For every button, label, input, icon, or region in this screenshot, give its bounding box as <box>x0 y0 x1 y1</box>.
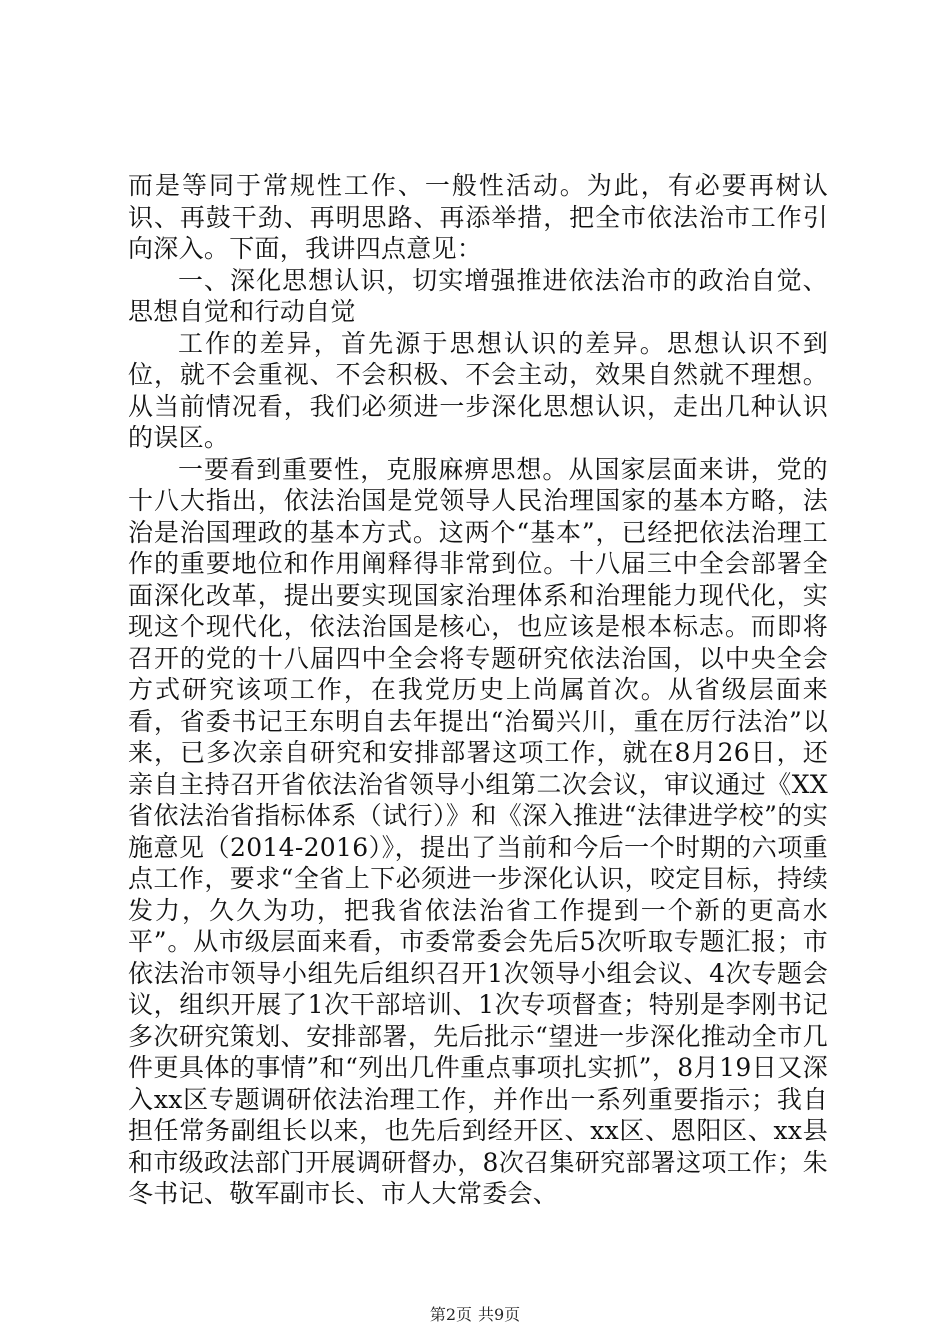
paragraph-intro-continuation: 而是等同于常规性工作、一般性活动。为此，有必要再树认识、再鼓干劲、再明思路、再添举措，把全市依法治市工作引向深入。下面，我讲四点意见： <box>128 171 828 263</box>
page-number: 第2页 <box>429 1305 472 1324</box>
paragraph-importance: 一要看到重要性，克服麻痹思想。从国家层面来讲，党的十八大指出，依法治国是党领导人民治理国家的基本方略，法治是治国理政的基本方式。这两个“基本”，已经把依法治理工作的重要地位和作用阐释得非常到位。十八届三中全会部署全面深化改革，提出要实现国家治理体系和治理能力现代化，实现这个现代化，依法治国是核心，也应该是根本标志。而即将召开的党的十八届四中全会将专题研究依法治国，以中央全会方式研究该项工作，在我党历史上尚属首次。从省级层面来看，省委书记王东明自去年提出“治蜀兴川，重在厉行法治”以来，已多次亲自研究和安排部署这项工作，就在8月26日，还亲自主持召开省依法治省领导小组第二次会议，审议通过《XX省依法治省指标体系（试行）》和《深入推进“法律进学校”的实施意见（2014-2016）》，提出了当前和今后一个时期的六项重点工作，要求“全省上下必须进一步深化认识，咬定目标，持续发力，久久为功，把我省依法治省工作提到一个新的更高水平”。从市级层面来看，市委常委会先后5次听取专题汇报；市依法治市领导小组先后组织召开1次领导小组会议、4次专题会议，组织开展了1次干部培训、1次专项督查；特别是李刚书记多次研究策划、安排部署，先后批示“望进一步深化推动全市几件更具体的事情”和“列出几件重点事项扎实抓”，8月19日又深入xx区专题调研依法治理工作，并作出一系列重要指示；我自担任常务副组长以来，也先后到经开区、xx区、恩阳区、xx县和市级政法部门开展调研督办，8次召集研究部署这项工作；朱冬书记、敬军副市长、市人大常委会、 <box>128 454 828 1208</box>
paragraph-thinking-difference: 工作的差异，首先源于思想认识的差异。思想认识不到位，就不会重视、不会积极、不会主动，效果自然就不理想。从当前情况看，我们必须进一步深化思想认识，走出几种认识的误区。 <box>128 328 828 452</box>
page-footer <box>0 1302 950 1325</box>
section-heading-one: 一、深化思想认识，切实增强推进依法治市的政治自觉、思想自觉和行动自觉 <box>128 265 828 326</box>
document-body <box>128 170 828 1210</box>
page-total: 共9页 <box>478 1305 521 1324</box>
